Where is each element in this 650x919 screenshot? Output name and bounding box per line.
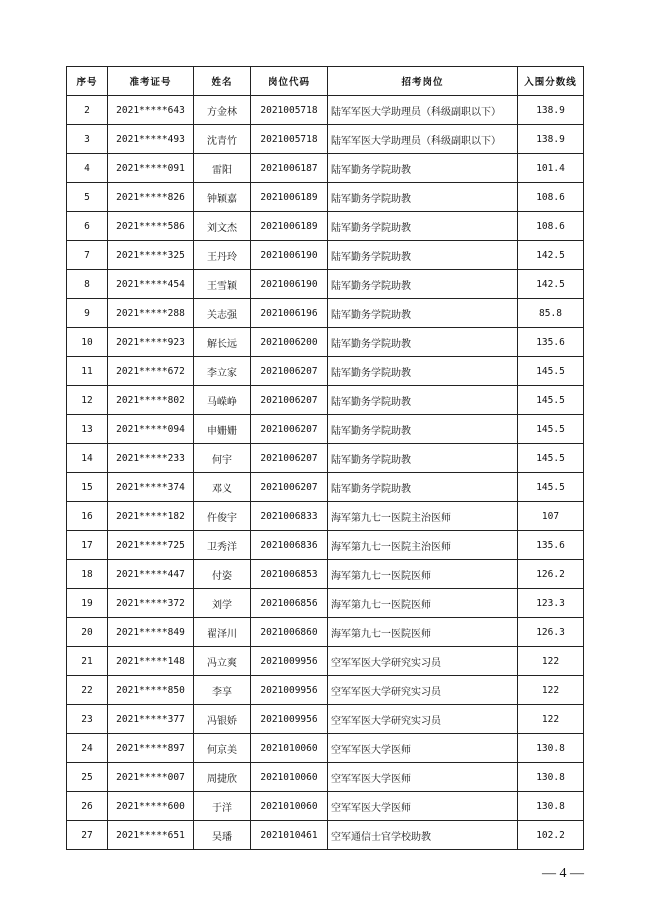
cell-name: 卫秀洋 — [194, 531, 251, 560]
cell-seq: 23 — [67, 705, 108, 734]
cell-post: 陆军勤务学院助教 — [328, 328, 518, 357]
cell-exam-id: 2021*****288 — [108, 299, 194, 328]
table-row — [67, 705, 584, 734]
cell-exam-id: 2021*****923 — [108, 328, 194, 357]
cell-seq: 2 — [67, 96, 108, 125]
cell-name: 李立家 — [194, 357, 251, 386]
cell-exam-id: 2021*****850 — [108, 676, 194, 705]
cell-score: 138.9 — [518, 96, 584, 125]
table-row — [67, 792, 584, 821]
cell-post-code: 2021006207 — [251, 386, 328, 415]
cell-exam-id: 2021*****849 — [108, 618, 194, 647]
cell-exam-id: 2021*****447 — [108, 560, 194, 589]
cell-post-code: 2021006189 — [251, 183, 328, 212]
cell-post-code: 2021006836 — [251, 531, 328, 560]
cell-name: 刘文杰 — [194, 212, 251, 241]
cell-exam-id: 2021*****493 — [108, 125, 194, 154]
cell-name: 方金林 — [194, 96, 251, 125]
cell-seq: 5 — [67, 183, 108, 212]
cell-seq: 13 — [67, 415, 108, 444]
table-row — [67, 125, 584, 154]
cell-exam-id: 2021*****586 — [108, 212, 194, 241]
cell-score: 122 — [518, 705, 584, 734]
table-row — [67, 589, 584, 618]
table-row — [67, 734, 584, 763]
cell-seq: 26 — [67, 792, 108, 821]
cell-name: 冯立爽 — [194, 647, 251, 676]
table-row — [67, 328, 584, 357]
cell-name: 翟泽川 — [194, 618, 251, 647]
cell-seq: 19 — [67, 589, 108, 618]
cell-post: 海军第九七一医院主治医师 — [328, 531, 518, 560]
cell-post-code: 2021006189 — [251, 212, 328, 241]
cell-exam-id: 2021*****672 — [108, 357, 194, 386]
cell-seq: 11 — [67, 357, 108, 386]
cell-seq: 18 — [67, 560, 108, 589]
cell-seq: 22 — [67, 676, 108, 705]
cell-post-code: 2021006833 — [251, 502, 328, 531]
cell-post: 空军军医大学医师 — [328, 792, 518, 821]
cell-score: 126.2 — [518, 560, 584, 589]
cell-post-code: 2021010461 — [251, 821, 328, 850]
cell-exam-id: 2021*****233 — [108, 444, 194, 473]
cell-exam-id: 2021*****377 — [108, 705, 194, 734]
cell-seq: 20 — [67, 618, 108, 647]
cell-exam-id: 2021*****374 — [108, 473, 194, 502]
table-row — [67, 444, 584, 473]
table-header-row — [67, 67, 584, 96]
cell-score: 107 — [518, 502, 584, 531]
cell-seq: 10 — [67, 328, 108, 357]
cell-post: 陆军勤务学院助教 — [328, 299, 518, 328]
cell-name: 王雪颖 — [194, 270, 251, 299]
cell-score: 108.6 — [518, 212, 584, 241]
cell-score: 142.5 — [518, 241, 584, 270]
cell-post: 海军第九七一医院主治医师 — [328, 502, 518, 531]
cell-post-code: 2021005718 — [251, 125, 328, 154]
cell-score: 145.5 — [518, 386, 584, 415]
cell-post: 空军军医大学研究实习员 — [328, 705, 518, 734]
cell-seq: 17 — [67, 531, 108, 560]
cell-name: 何京美 — [194, 734, 251, 763]
cell-score: 130.8 — [518, 763, 584, 792]
cell-score: 126.3 — [518, 618, 584, 647]
cell-post-code: 2021010060 — [251, 734, 328, 763]
cell-post: 空军军医大学医师 — [328, 734, 518, 763]
cell-seq: 27 — [67, 821, 108, 850]
cell-exam-id: 2021*****325 — [108, 241, 194, 270]
cell-exam-id: 2021*****007 — [108, 763, 194, 792]
header-seq: 序号 — [67, 67, 108, 96]
cell-exam-id: 2021*****182 — [108, 502, 194, 531]
table-row — [67, 763, 584, 792]
cell-name: 邓义 — [194, 473, 251, 502]
cell-name: 王丹玲 — [194, 241, 251, 270]
cell-post-code: 2021006207 — [251, 444, 328, 473]
cell-exam-id: 2021*****091 — [108, 154, 194, 183]
cell-seq: 7 — [67, 241, 108, 270]
page-number: — 4 — — [542, 866, 584, 881]
cell-post: 陆军勤务学院助教 — [328, 212, 518, 241]
table-row — [67, 212, 584, 241]
cell-post: 海军第九七一医院医师 — [328, 589, 518, 618]
cell-name: 吴璠 — [194, 821, 251, 850]
table-row — [67, 415, 584, 444]
cell-post: 海军第九七一医院医师 — [328, 618, 518, 647]
table-row — [67, 299, 584, 328]
cell-post-code: 2021006187 — [251, 154, 328, 183]
cell-seq: 4 — [67, 154, 108, 183]
cell-name: 沈青竹 — [194, 125, 251, 154]
cell-exam-id: 2021*****651 — [108, 821, 194, 850]
cell-seq: 3 — [67, 125, 108, 154]
cell-post-code: 2021009956 — [251, 647, 328, 676]
cell-post: 陆军勤务学院助教 — [328, 154, 518, 183]
cell-post: 陆军勤务学院助教 — [328, 386, 518, 415]
table-row — [67, 618, 584, 647]
table-body — [67, 96, 584, 850]
table-row — [67, 183, 584, 212]
cell-exam-id: 2021*****372 — [108, 589, 194, 618]
cell-post: 陆军勤务学院助教 — [328, 270, 518, 299]
cell-seq: 6 — [67, 212, 108, 241]
header-exam-id: 准考证号 — [108, 67, 194, 96]
cell-post-code: 2021006207 — [251, 473, 328, 502]
cell-name: 申姗姗 — [194, 415, 251, 444]
table-row — [67, 647, 584, 676]
cell-score: 123.3 — [518, 589, 584, 618]
cell-score: 135.6 — [518, 531, 584, 560]
cell-post-code: 2021006190 — [251, 241, 328, 270]
cell-post-code: 2021006860 — [251, 618, 328, 647]
cell-name: 马嵘峥 — [194, 386, 251, 415]
cell-name: 仵俊宇 — [194, 502, 251, 531]
header-post: 招考岗位 — [328, 67, 518, 96]
cell-post: 陆军勤务学院助教 — [328, 415, 518, 444]
cell-post-code: 2021006207 — [251, 357, 328, 386]
cell-post-code: 2021009956 — [251, 705, 328, 734]
cell-post: 陆军勤务学院助教 — [328, 183, 518, 212]
cell-score: 145.5 — [518, 357, 584, 386]
cell-post-code: 2021010060 — [251, 763, 328, 792]
cell-seq: 12 — [67, 386, 108, 415]
cell-seq: 14 — [67, 444, 108, 473]
table-row — [67, 560, 584, 589]
cell-exam-id: 2021*****897 — [108, 734, 194, 763]
cell-seq: 9 — [67, 299, 108, 328]
cell-post-code: 2021006200 — [251, 328, 328, 357]
cell-seq: 16 — [67, 502, 108, 531]
cell-score: 135.6 — [518, 328, 584, 357]
cell-exam-id: 2021*****643 — [108, 96, 194, 125]
header-name: 姓名 — [194, 67, 251, 96]
table-row — [67, 154, 584, 183]
cell-score: 85.8 — [518, 299, 584, 328]
cell-name: 周捷欣 — [194, 763, 251, 792]
table-row — [67, 531, 584, 560]
table-row — [67, 676, 584, 705]
cell-post: 陆军军医大学助理员（科级副职以下） — [328, 96, 518, 125]
cell-post: 陆军军医大学助理员（科级副职以下） — [328, 125, 518, 154]
cell-exam-id: 2021*****148 — [108, 647, 194, 676]
cell-post-code: 2021006190 — [251, 270, 328, 299]
cell-score: 138.9 — [518, 125, 584, 154]
cell-post: 空军通信士官学校助教 — [328, 821, 518, 850]
table-row — [67, 386, 584, 415]
cell-seq: 21 — [67, 647, 108, 676]
cell-post: 空军军医大学医师 — [328, 763, 518, 792]
cell-exam-id: 2021*****725 — [108, 531, 194, 560]
header-cutoff-score: 入围分数线 — [518, 67, 584, 96]
cell-exam-id: 2021*****094 — [108, 415, 194, 444]
cell-name: 雷阳 — [194, 154, 251, 183]
cell-post-code: 2021009956 — [251, 676, 328, 705]
cell-score: 130.8 — [518, 734, 584, 763]
cell-name: 冯银娇 — [194, 705, 251, 734]
cell-score: 101.4 — [518, 154, 584, 183]
cell-post-code: 2021006856 — [251, 589, 328, 618]
cell-score: 122 — [518, 647, 584, 676]
cell-name: 刘学 — [194, 589, 251, 618]
cell-seq: 8 — [67, 270, 108, 299]
cell-post: 陆军勤务学院助教 — [328, 444, 518, 473]
cell-post: 陆军勤务学院助教 — [328, 357, 518, 386]
cell-name: 李享 — [194, 676, 251, 705]
cell-post: 陆军勤务学院助教 — [328, 473, 518, 502]
header-post-code: 岗位代码 — [251, 67, 328, 96]
cell-score: 130.8 — [518, 792, 584, 821]
cell-score: 142.5 — [518, 270, 584, 299]
cell-score: 145.5 — [518, 444, 584, 473]
cell-name: 付姿 — [194, 560, 251, 589]
table-row — [67, 473, 584, 502]
cell-post-code: 2021006207 — [251, 415, 328, 444]
table-row — [67, 96, 584, 125]
cell-score: 122 — [518, 676, 584, 705]
cell-post: 空军军医大学研究实习员 — [328, 647, 518, 676]
cell-name: 解长远 — [194, 328, 251, 357]
cell-exam-id: 2021*****600 — [108, 792, 194, 821]
cell-post: 海军第九七一医院医师 — [328, 560, 518, 589]
cell-name: 钟颖嘉 — [194, 183, 251, 212]
cell-score: 145.5 — [518, 473, 584, 502]
cell-seq: 15 — [67, 473, 108, 502]
table-row — [67, 270, 584, 299]
cell-post-code: 2021010060 — [251, 792, 328, 821]
table-row — [67, 821, 584, 850]
cell-seq: 25 — [67, 763, 108, 792]
cell-seq: 24 — [67, 734, 108, 763]
cell-exam-id: 2021*****454 — [108, 270, 194, 299]
cell-score: 145.5 — [518, 415, 584, 444]
cell-post: 空军军医大学研究实习员 — [328, 676, 518, 705]
cell-post: 陆军勤务学院助教 — [328, 241, 518, 270]
cell-score: 108.6 — [518, 183, 584, 212]
cell-name: 何宇 — [194, 444, 251, 473]
table-row — [67, 241, 584, 270]
cell-exam-id: 2021*****826 — [108, 183, 194, 212]
cell-post-code: 2021005718 — [251, 96, 328, 125]
cell-score: 102.2 — [518, 821, 584, 850]
cell-name: 于洋 — [194, 792, 251, 821]
table-row — [67, 357, 584, 386]
cell-post-code: 2021006853 — [251, 560, 328, 589]
cell-exam-id: 2021*****802 — [108, 386, 194, 415]
cell-name: 关志强 — [194, 299, 251, 328]
table-row — [67, 502, 584, 531]
candidate-table — [66, 66, 584, 850]
cell-post-code: 2021006196 — [251, 299, 328, 328]
